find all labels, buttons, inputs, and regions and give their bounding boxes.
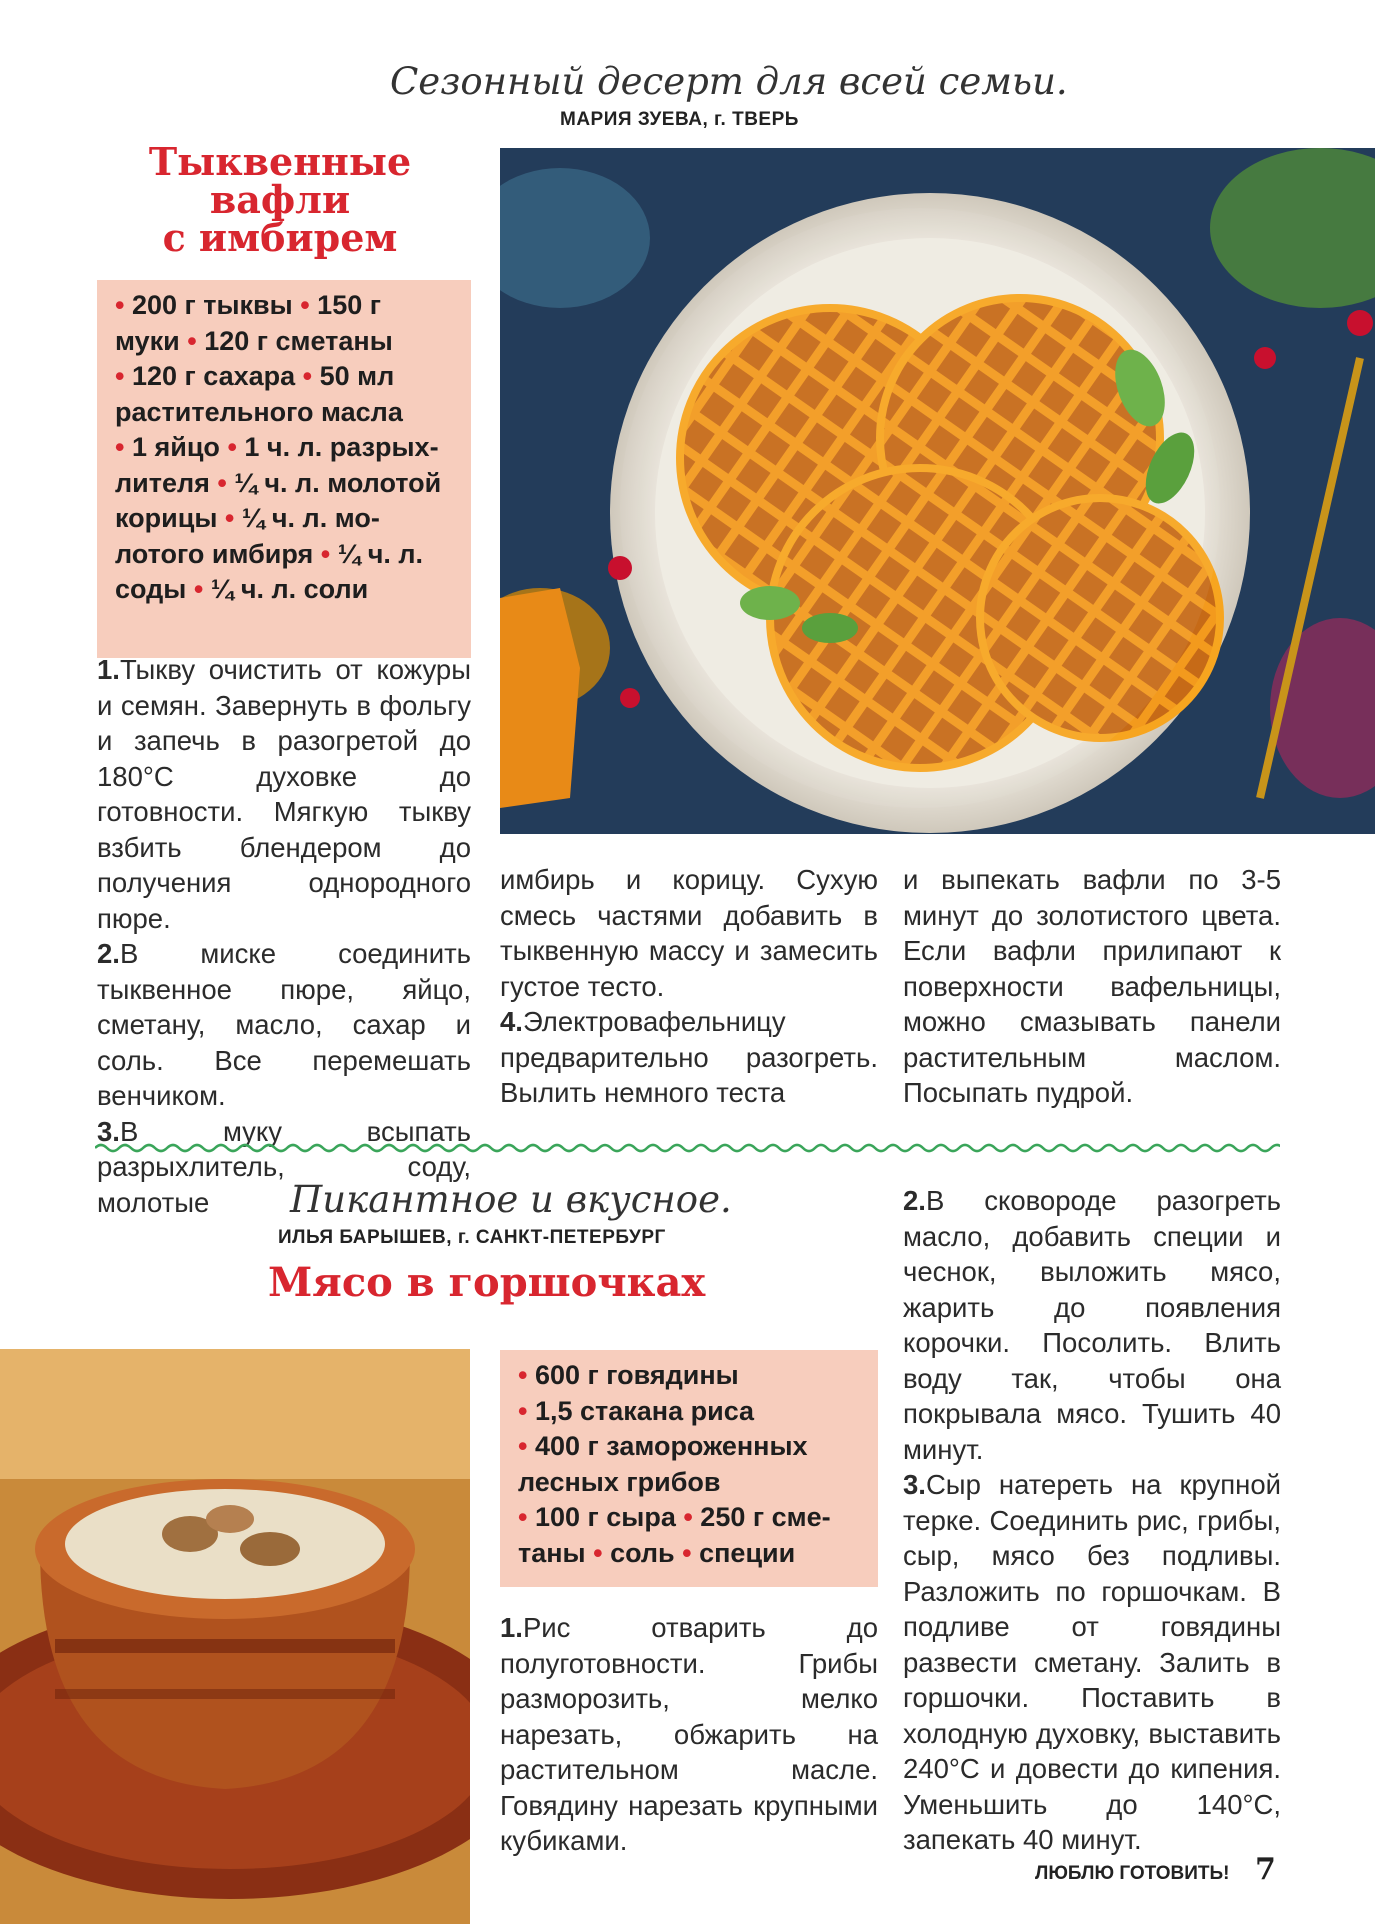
- recipe1-step4: [500, 1004, 878, 1111]
- recipe2-steps-col2: [500, 1610, 878, 1859]
- ingredient-line: • 200 г тыквы • 150 г: [115, 290, 381, 320]
- magazine-name: ЛЮБЛЮ ГОТОВИТЬ!: [1035, 1863, 1230, 1884]
- recipe1-title-line: вафли: [209, 177, 351, 222]
- recipe2-ingredient-list: [518, 1358, 860, 1571]
- step-text: Тыкву очистить от кожуры и семян. Завернуть в фольгу и запечь в разогретой до 180°С духовке до готовности. Мягкую тыкву взбить блендером до получения однородного пюре.: [97, 654, 471, 934]
- recipe2-title: Мясо в горшочках: [268, 1259, 706, 1306]
- step-number: 1.: [97, 654, 120, 685]
- step-text: Электровафельницу предварительно разогреть. Вылить немного теста: [500, 1006, 878, 1108]
- ingredient-line: • 1 яйцо • 1 ч. л. разрых-: [115, 432, 439, 462]
- recipe1-author: МАРИЯ ЗУЕВА, г. ТВЕРЬ: [560, 109, 799, 130]
- recipe2-tagline: Пикантное и вкусное.: [290, 1178, 732, 1221]
- recipe2-step3: [903, 1467, 1281, 1858]
- ingredient-line: лителя • ¼ ч. л. молотой: [115, 467, 442, 498]
- recipe1-steps-col1: [97, 652, 471, 1220]
- ingredient-line: корицы • ¼ ч. л. мо-: [115, 503, 380, 533]
- ingredient-line: лесных грибов: [518, 1466, 721, 1497]
- recipe1-ingredients-box: [97, 280, 471, 658]
- step-text: Рис отварить до полуготовности. Грибы разморозить, мелко нарезать, обжарить на растительном масле. Говядину нарезать крупными кубиками.: [500, 1612, 878, 1856]
- recipe2-author: ИЛЬЯ БАРЫШЕВ, г. САНКТ-ПЕТЕРБУРГ: [278, 1227, 666, 1248]
- step-text: В муку всыпать разрыхлитель, соду, молотые: [97, 1115, 471, 1218]
- recipe1-steps-col3: [903, 862, 1281, 1111]
- recipe1-title-line: с имбирем: [162, 215, 398, 260]
- ingredient-line: • 400 г замороженных: [518, 1431, 808, 1461]
- recipe2-step1: [500, 1610, 878, 1859]
- ingredient-line: муки • 120 г сметаны: [115, 325, 393, 356]
- ingredient-line: лотого имбиря • ¼ ч. л.: [115, 538, 424, 569]
- ingredient-line: соды • ¼ ч. л. соли: [115, 574, 369, 604]
- ingredient-line: таны • соль • специи: [518, 1537, 796, 1568]
- recipe1-step2: [97, 936, 471, 1114]
- page-number: 7: [1255, 1852, 1276, 1887]
- ingredient-line: • 100 г сыра • 250 г сме-: [518, 1502, 831, 1532]
- pot-illustration: [0, 1349, 470, 1924]
- step-number: 3.: [97, 1115, 120, 1147]
- recipe1-step3-cont: имбирь и корицу. Сухую смесь частями добавить в тыквенную массу и замесить густое тесто.: [500, 864, 878, 1002]
- recipe1-tagline: Сезонный десерт для всей семьи.: [390, 60, 1068, 103]
- recipe2-steps-col3: [903, 1183, 1281, 1858]
- step-number: 3.: [903, 1469, 926, 1500]
- recipe1-step1: [97, 652, 471, 936]
- ingredient-line: • 1,5 стакана риса: [518, 1395, 755, 1426]
- recipe2-step2: [903, 1183, 1281, 1467]
- recipe1-steps-col2: [500, 862, 878, 1111]
- step-text: В миске соединить тыквенное пюре, яйцо, сметану, масло, сахар и соль. Все перемешать венчиком.: [97, 938, 471, 1111]
- recipe1-step4-cont: и выпекать вафли по 3-5 минут до золотистого цвета. Если вафли прилипают к поверхности вафельницы, можно смазывать панели растительным маслом. Посыпать пудрой.: [903, 864, 1281, 1108]
- recipe1-ingredient-list: [115, 288, 453, 608]
- ingredient-line: • 120 г сахара • 50 мл: [115, 361, 395, 391]
- waffles-photo: [500, 148, 1375, 834]
- step-number: 4.: [500, 1006, 523, 1037]
- ingredient-line: • 600 г говядины: [518, 1360, 739, 1390]
- step-text: Сыр натереть на крупной терке. Соединить рис, грибы, сыр, мясо без подливы. Разложить по горшочкам. В подливе от говядины развести сметану. Залить в горшочки. Поставить в холодную духовку, выставить 240°С и довести до кипения. Уменьшить до 140°С, запекать 40 минут.: [903, 1469, 1281, 1855]
- section-divider: [95, 1141, 1280, 1155]
- recipe2-ingredients-box: [500, 1350, 878, 1587]
- pot-photo: [0, 1349, 470, 1924]
- step-text: В сковороде разогреть масло, добавить специи и чеснок, выложить мясо, жарить до появления корочки. Посолить. Влить воду так, чтобы она покрывала мясо. Тушить 40 минут.: [903, 1185, 1281, 1465]
- recipe1-title: [95, 139, 465, 260]
- waffles-illustration: [500, 148, 1375, 834]
- recipe1-title-line: Тыквенные: [148, 139, 412, 184]
- step-number: 1.: [500, 1612, 523, 1643]
- step-number: 2.: [97, 938, 120, 969]
- ingredient-line: растительного масла: [115, 396, 403, 427]
- step-number: 2.: [903, 1185, 926, 1216]
